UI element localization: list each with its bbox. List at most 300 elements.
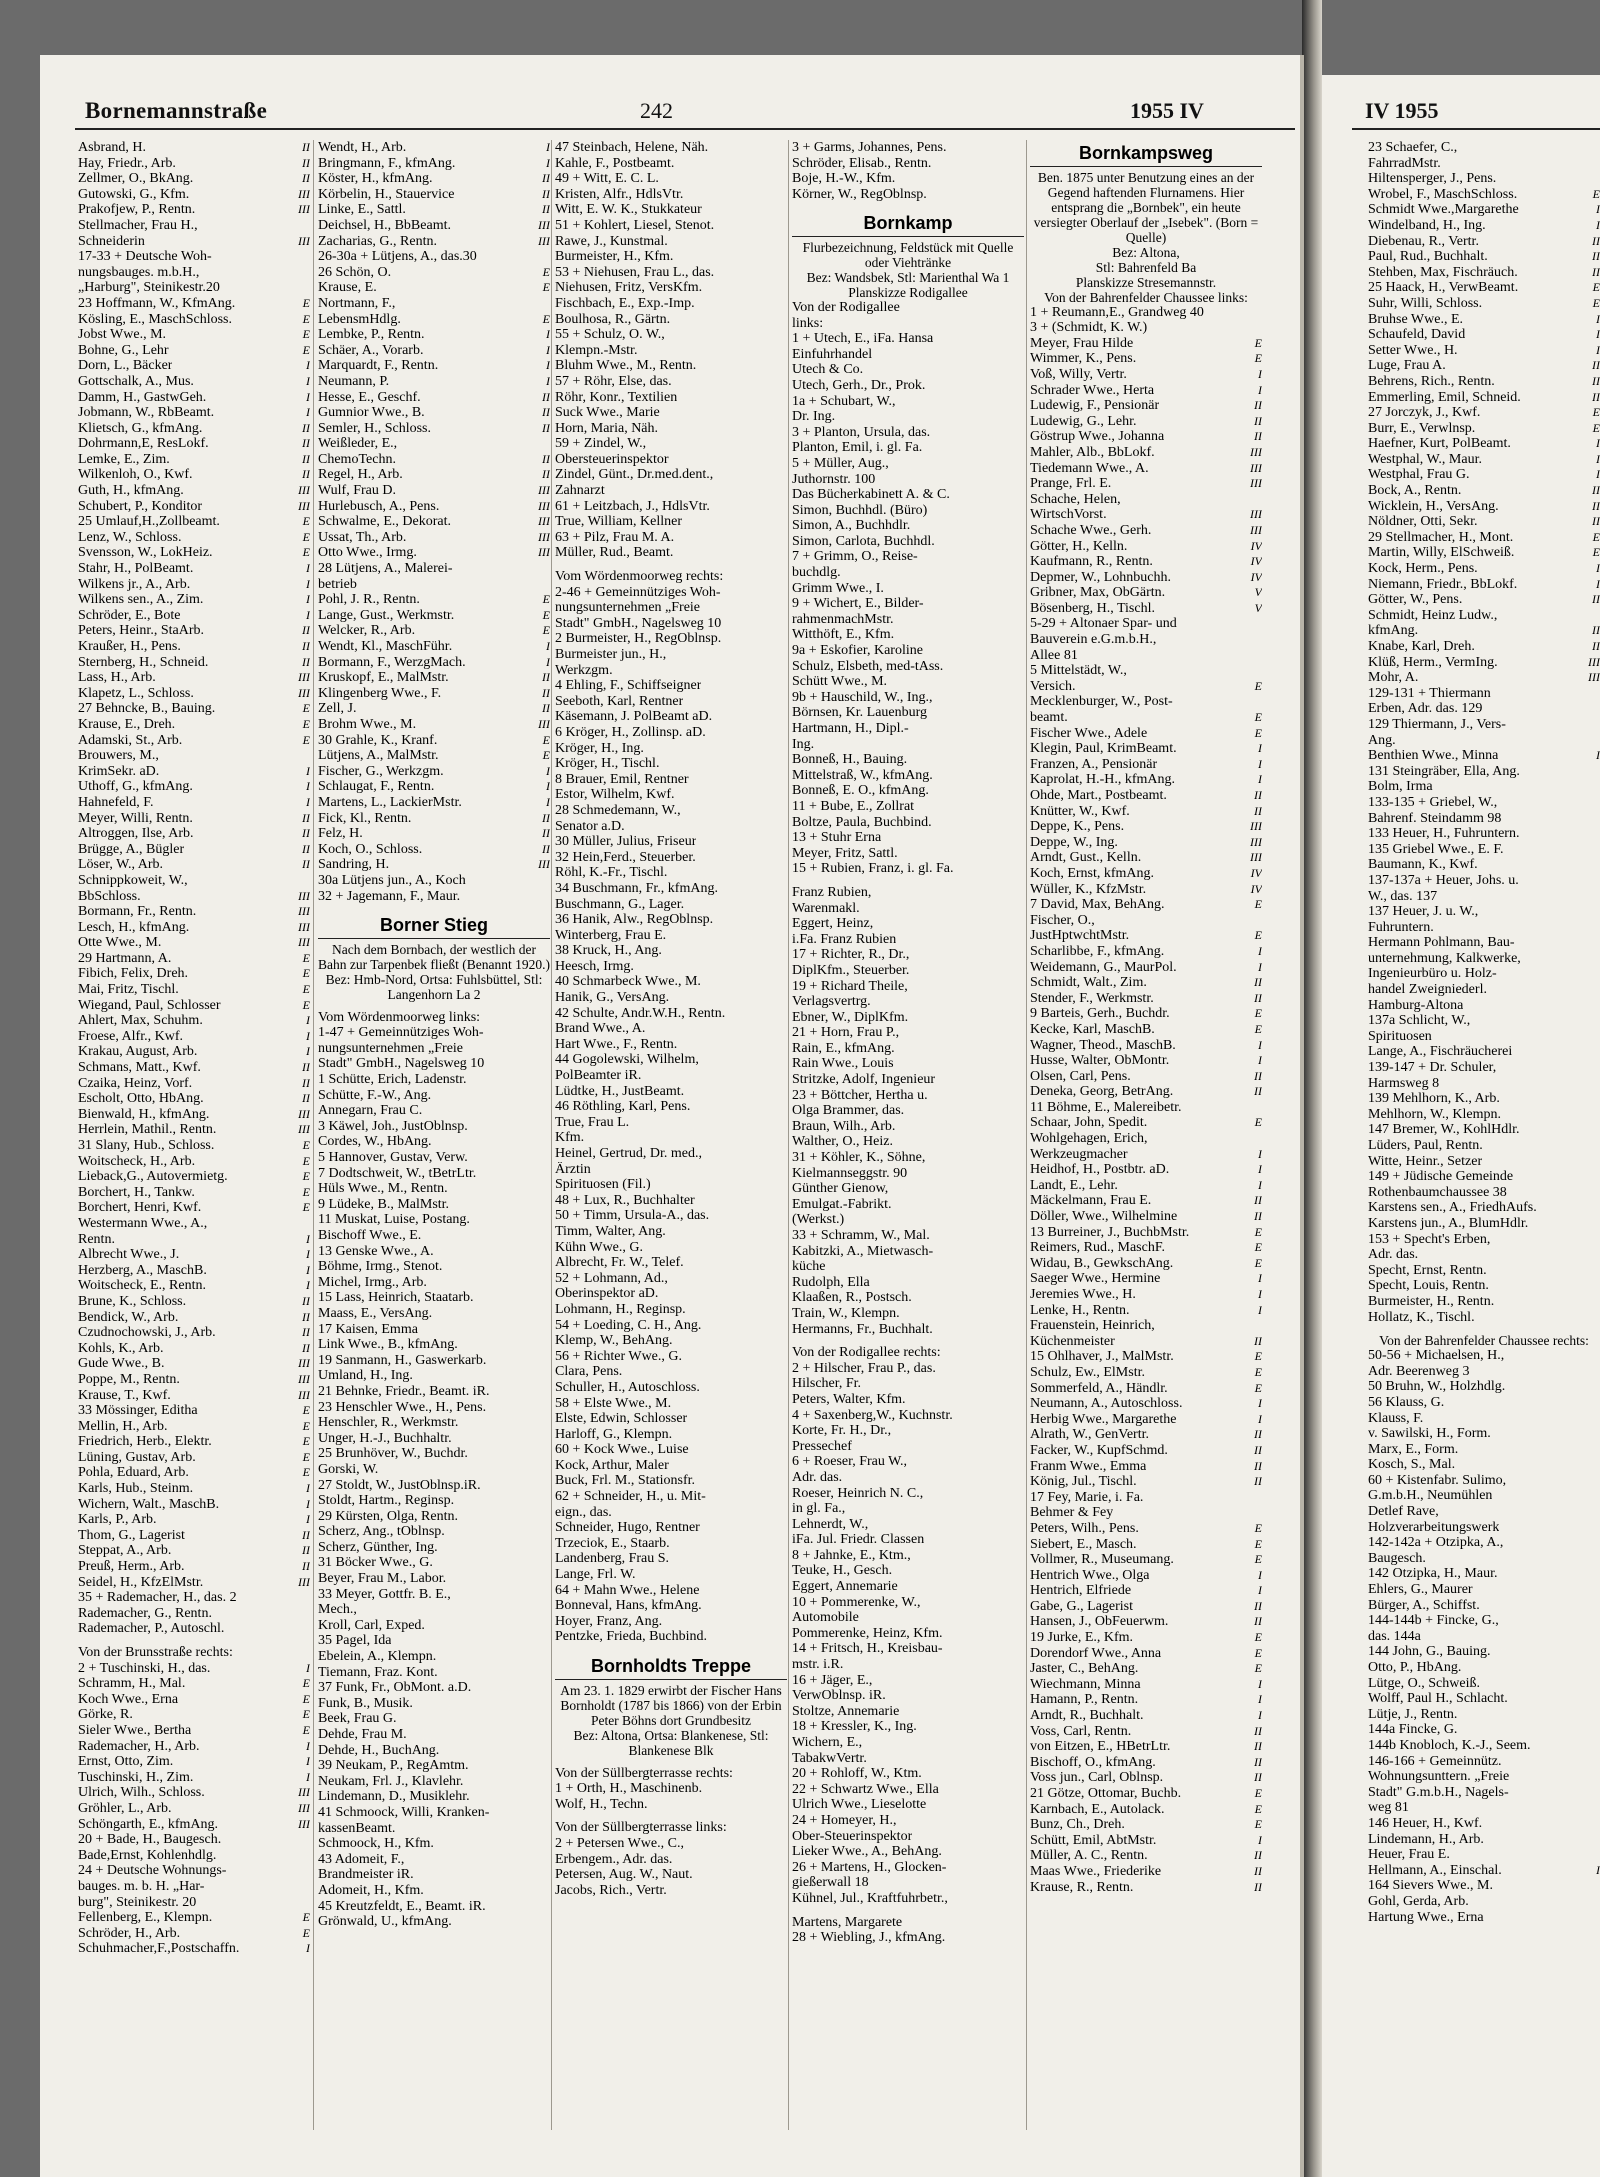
floor-marker: E [302, 1200, 310, 1215]
directory-entry [792, 963, 1024, 979]
directory-entry [555, 663, 787, 679]
resident-text: Fischer Wwe., Adele [1030, 725, 1148, 741]
directory-entry [318, 1524, 550, 1540]
resident-text: Warenmakl. [792, 900, 860, 916]
directory-entry [1368, 904, 1600, 920]
floor-marker: III [1250, 444, 1262, 459]
directory-entry [1030, 383, 1262, 399]
directory-entry [555, 1505, 787, 1521]
directory-entry [1368, 1629, 1600, 1645]
floor-marker: II [302, 420, 310, 435]
floor-marker: II [302, 841, 310, 856]
directory-entry [1030, 726, 1262, 742]
directory-entry [78, 312, 310, 328]
resident-text: Burmeister, H., Kfm. [555, 249, 674, 265]
resident-text: Annegarn, Frau C. [318, 1103, 423, 1119]
resident-text: Sieler Wwe., Bertha [78, 1722, 192, 1738]
resident-text: weg 81 [1368, 1800, 1409, 1816]
resident-text: Erben, Adr. das. 129 [1368, 701, 1483, 717]
resident-text: 29 Stellmacher, H., Mont. [1368, 529, 1514, 545]
resident-text: Gröhler, L., Arb. [78, 1800, 172, 1816]
directory-entry [78, 327, 310, 343]
resident-text: 11 Muskat, Luise, Postang. [318, 1212, 470, 1228]
resident-text: 2 + Tuschinski, H., das. [78, 1660, 211, 1676]
directory-entry [1368, 561, 1600, 577]
resident-text: Kaprolat, H.-H., kfmAng. [1030, 772, 1176, 788]
directory-entry [1368, 577, 1600, 593]
directory-entry [78, 156, 310, 172]
floor-marker: I [1258, 382, 1262, 397]
directory-entry [1368, 1644, 1600, 1660]
directory-entry [1030, 1271, 1262, 1287]
directory-entry [792, 1844, 1024, 1860]
directory-entry [78, 592, 310, 608]
directory-entry [318, 1072, 550, 1088]
directory-entry [1030, 1677, 1262, 1693]
resident-text: Hartung Wwe., Erna [1368, 1909, 1484, 1925]
resident-text: 137 Heuer, J. u. W., [1368, 904, 1479, 920]
resident-text: Peters, Walter, Kfm. [792, 1391, 906, 1407]
directory-entry [1030, 1583, 1262, 1599]
floor-marker: I [306, 1941, 310, 1956]
directory-entry [555, 280, 787, 296]
resident-text: 30a Lütjens jun., A., Koch [318, 872, 466, 888]
directory-entry [1368, 1551, 1600, 1567]
directory-entry [792, 659, 1024, 675]
directory-entry [555, 156, 787, 172]
directory-entry [1368, 1060, 1600, 1076]
spacer [78, 1637, 310, 1645]
floor-marker: III [298, 202, 310, 217]
directory-entry [1030, 570, 1262, 586]
directory-entry [1368, 1044, 1600, 1060]
resident-text: 63 + Pilz, Frau M. A. [555, 529, 675, 545]
floor-marker: III [298, 1356, 310, 1371]
directory-entry [555, 171, 787, 187]
directory-entry [78, 998, 310, 1014]
resident-text: Escholt, Otto, HbAng. [78, 1091, 204, 1107]
directory-entry [1030, 554, 1262, 570]
resident-text: 23 + Böttcher, Hertha u. [792, 1087, 928, 1103]
directory-entry [318, 811, 550, 827]
directory-entry [318, 545, 550, 561]
resident-text: Wendt, H., Arb. [318, 140, 407, 155]
resident-text: Ang. [1368, 732, 1396, 748]
resident-text: Siebert, E., Masch. [1030, 1536, 1137, 1552]
floor-marker: I [546, 155, 550, 170]
resident-text: Dorn, L., Bäcker [78, 358, 173, 374]
resident-text: Von der Rodigallee rechts: [792, 1345, 941, 1361]
directory-entry [318, 483, 550, 499]
directory-entry [792, 830, 1024, 846]
directory-entry [318, 1478, 550, 1494]
directory-entry [1368, 1426, 1600, 1442]
directory-entry [1030, 1240, 1262, 1256]
resident-text: 3 + Planton, Ursula, das. [792, 424, 931, 440]
resident-text: Wohlgehagen, Erich, [1030, 1131, 1148, 1147]
resident-text: 26 Schön, O. [318, 264, 392, 280]
directory-entry [555, 545, 787, 561]
directory-entry [1368, 1598, 1600, 1614]
floor-marker: II [1592, 623, 1600, 638]
resident-text: Borchert, H., Tankw. [78, 1184, 195, 1200]
directory-entry [78, 374, 310, 390]
directory-entry [318, 873, 550, 889]
resident-text: Heidhof, H., Postbtr. aD. [1030, 1162, 1170, 1178]
resident-text: 21 Götze, Ottomar, Buchb. [1030, 1786, 1182, 1801]
resident-text: Wagner, Theod., MaschB. [1030, 1037, 1176, 1053]
directory-entry [555, 436, 787, 452]
resident-text: Adr. das. [792, 1469, 843, 1485]
resident-text: Köster, H., kfmAng. [318, 171, 433, 187]
directory-entry [78, 1278, 310, 1294]
floor-marker: II [1254, 1879, 1262, 1894]
floor-marker: I [546, 779, 550, 794]
resident-text: Woitscheck, E., Rentn. [78, 1278, 206, 1294]
floor-marker: E [302, 514, 310, 529]
resident-text: Kielmannseggstr. 90 [792, 1165, 908, 1181]
resident-text: Gribner, Max, ObGärtn. [1030, 585, 1166, 601]
directory-entry [792, 783, 1024, 799]
floor-marker: E [302, 716, 310, 731]
directory-entry [792, 1119, 1024, 1135]
directory-entry [78, 982, 310, 998]
floor-marker: E [302, 950, 310, 965]
resident-text: Lohmann, H., Reginsp. [555, 1301, 686, 1317]
directory-entry [1368, 483, 1600, 499]
resident-text: Stoldt, Hartm., Reginsp. [318, 1493, 455, 1509]
resident-text: kfmAng. [1368, 623, 1419, 639]
floor-marker: II [302, 1559, 310, 1574]
resident-text: Göstrup Wwe., Johanna [1030, 429, 1165, 445]
resident-text: Hilscher, Fr. [792, 1376, 862, 1392]
resident-text: Dorendorf Wwe., Anna [1030, 1645, 1162, 1661]
resident-text: Bormann, Fr., Rentn. [78, 904, 197, 920]
spacer [792, 877, 1024, 885]
resident-text: küche [792, 1259, 826, 1275]
resident-text: Schröder, Elisab., Rentn. [792, 155, 932, 171]
resident-text: Altroggen, Ilse, Arb. [78, 826, 194, 842]
floor-marker: E [542, 623, 550, 638]
resident-text: Zahnarzt [555, 483, 605, 499]
directory-entry [1030, 1053, 1262, 1069]
floor-marker: E [1254, 1817, 1262, 1832]
resident-text: 137a Schlicht, W., [1368, 1013, 1471, 1029]
directory-entry [318, 1415, 550, 1431]
resident-text: Lenke, H., Rentn. [1030, 1302, 1130, 1318]
resident-text: 26 + Martens, H., Glocken- [792, 1859, 947, 1875]
directory-entry [1030, 1724, 1262, 1740]
floor-marker: III [538, 514, 550, 529]
resident-text: Woitscheck, H., Arb. [78, 1153, 196, 1169]
directory-entry [318, 1602, 550, 1618]
floor-marker: E [1254, 1021, 1262, 1036]
resident-text: 139-147 + Dr. Schuler, [1368, 1060, 1497, 1076]
resident-text: Klapetz, L., Schloss. [78, 685, 194, 701]
resident-text: Zindel, Günt., Dr.med.dent., [555, 467, 714, 483]
floor-marker: E [1254, 928, 1262, 943]
floor-marker: E [302, 529, 310, 544]
directory-entry [318, 748, 550, 764]
resident-text: 15 Ohlhaver, J., MalMstr. [1030, 1349, 1174, 1365]
floor-marker: II [302, 155, 310, 170]
directory-entry [78, 483, 310, 499]
floor-marker: III [1588, 654, 1600, 669]
directory-entry [1030, 507, 1262, 523]
resident-text: 37 Funk, Fr., ObMont. a.D. [318, 1680, 472, 1696]
floor-marker: II [1254, 788, 1262, 802]
directory-entry [1368, 202, 1600, 218]
directory-entry [318, 327, 550, 343]
resident-text: Schuller, H., Autoschloss. [555, 1379, 700, 1395]
floor-marker: E [1254, 1801, 1262, 1816]
floor-marker: I [1258, 1832, 1262, 1847]
resident-text: Schache Wwe., Gerh. [1030, 522, 1152, 538]
directory-entry [555, 405, 787, 421]
directory-entry [555, 1614, 787, 1630]
directory-entry [78, 1029, 310, 1045]
directory-entry [792, 947, 1024, 963]
directory-entry [78, 1154, 310, 1170]
directory-entry [1368, 623, 1600, 639]
directory-entry [78, 577, 310, 593]
resident-text: Olga Brammer, das. [792, 1103, 905, 1119]
directory-entry [792, 1860, 1024, 1876]
directory-entry [1368, 951, 1600, 967]
directory-entry [1368, 171, 1600, 187]
resident-text: 15 Lass, Heinrich, Staatarb. [318, 1290, 474, 1306]
directory-entry [792, 1439, 1024, 1455]
resident-text: 5 + Müller, Aug., [792, 455, 889, 471]
directory-entry [792, 1166, 1024, 1182]
directory-entry [792, 1345, 1024, 1361]
directory-entry [555, 616, 787, 632]
directory-entry [1030, 648, 1262, 664]
floor-marker: E [1254, 1380, 1262, 1395]
resident-text: Schütte, F.-W., Ang. [318, 1087, 432, 1103]
resident-text: (Werkst.) [792, 1212, 845, 1228]
resident-text: Adomeit, H., Kfm. [318, 1882, 424, 1898]
directory-entry [1368, 592, 1600, 608]
directory-entry [318, 655, 550, 671]
resident-text: Widau, B., GewkschAng. [1030, 1255, 1174, 1271]
resident-text: 24 + Deutsche Wohnungs- [78, 1863, 227, 1879]
floor-marker: I [306, 779, 310, 794]
directory-entry [792, 1751, 1024, 1767]
resident-text: 7 + Grimm, O., Reise- [792, 549, 918, 565]
resident-text: 39 Neukam, P., RegAmtm. [318, 1758, 469, 1774]
directory-entry [318, 1665, 550, 1681]
floor-marker: I [306, 1496, 310, 1511]
resident-text: Lass, H., Arb. [78, 670, 156, 686]
resident-text: Wilkenloh, O., Kwf. [78, 467, 193, 483]
directory-entry [78, 1863, 310, 1879]
floor-marker: E [302, 1169, 310, 1184]
resident-text: Prange, Frl. E. [1030, 476, 1112, 492]
floor-marker: E [1254, 1630, 1262, 1645]
directory-entry [78, 1434, 310, 1450]
directory-entry [78, 873, 310, 889]
directory-entry [792, 1532, 1024, 1548]
resident-text: Grimm Wwe., I. [792, 580, 884, 596]
directory-entry [792, 1010, 1024, 1026]
floor-marker: E [1254, 1520, 1262, 1535]
street-description: Am 23. 1. 1829 erwirbt der Fischer Hans Bornholdt (1787 bis 1866) von der Erbin Peter Böhns dort Grundbesitz [560, 1682, 782, 1728]
resident-text: Ernst, Otto, Zim. [78, 1754, 174, 1770]
resident-text: Bohne, G., Lehr [78, 342, 169, 358]
column-divider [788, 140, 789, 2130]
directory-entry [1368, 842, 1600, 858]
resident-text: 5-29 + Altonaer Spar- und [1030, 616, 1177, 632]
directory-entry [792, 1197, 1024, 1213]
resident-text: gießerwall 18 [792, 1875, 869, 1891]
resident-text: Juthornstr. 100 [792, 471, 876, 487]
resident-text: Lange, Frl. W. [555, 1567, 636, 1583]
directory-entry [792, 1610, 1024, 1626]
directory-entry [1030, 1537, 1262, 1553]
floor-marker: E [302, 1676, 310, 1691]
floor-marker: III [298, 919, 310, 934]
resident-text: Lütge, O., Schweiß. [1368, 1675, 1480, 1691]
directory-entry [792, 1517, 1024, 1533]
directory-entry [555, 530, 787, 546]
floor-marker: E [1254, 710, 1262, 725]
floor-marker: V [1254, 600, 1262, 615]
directory-entry [78, 1848, 310, 1864]
resident-text: Train, W., Klempn. [792, 1305, 900, 1321]
floor-marker: III [538, 498, 550, 513]
resident-text: Depmer, W., Lohnbuchh. [1030, 569, 1171, 585]
directory-entry [78, 249, 310, 265]
column-divider [1026, 140, 1027, 2130]
spacer [318, 904, 550, 912]
resident-text: Burmeister, H., Rentn. [1368, 1293, 1495, 1309]
resident-text: Mellin, H., Arb. [78, 1418, 168, 1434]
directory-entry [792, 1150, 1024, 1166]
directory-entry [1368, 1185, 1600, 1201]
directory-entry [792, 979, 1024, 995]
resident-text: 9b + Hauschild, W., Ing., [792, 689, 933, 705]
directory-entry [78, 1645, 310, 1661]
resident-text: Boje, H.-W., Kfm. [792, 171, 896, 187]
resident-text: 51 + Kohlert, Liesel, Stenot. [555, 217, 715, 233]
resident-text: Eggert, Annemarie [792, 1579, 898, 1595]
resident-text: Hentrich, Elfriede [1030, 1583, 1132, 1599]
directory-entry [1030, 741, 1262, 757]
directory-entry [318, 1228, 550, 1244]
resident-text: Gumnior Wwe., B. [318, 405, 425, 421]
resident-text: Gorski, W. [318, 1461, 379, 1477]
resident-text: Zellmer, O., BkAng. [78, 171, 194, 187]
directory-entry [555, 1458, 787, 1474]
resident-text: 129 Thiermann, J., Vers- [1368, 716, 1506, 732]
directory-entry [78, 1232, 310, 1248]
resident-text: 56 + Richter Wwe., G. [555, 1348, 682, 1364]
resident-text: 2 + Petersen Wwe., C., [555, 1835, 684, 1851]
resident-text: Rothenbaumchaussee 38 [1368, 1184, 1507, 1200]
street-description: Bez: Altona, Ortsa: Blankenese, Stl: Blankenese Blk [573, 1727, 769, 1758]
directory-entry [318, 234, 550, 250]
directory-entry [318, 1883, 550, 1899]
resident-text: Ing. [792, 736, 815, 752]
resident-text: 1 + Orth, H., Maschinenb. [555, 1781, 703, 1797]
directory-entry [555, 202, 787, 218]
directory-entry [318, 218, 550, 234]
directory-entry [318, 1711, 550, 1727]
resident-text: 17 Fey, Marie, i. Fa. [1030, 1489, 1144, 1505]
resident-text: VerwOblnsp. iR. [792, 1688, 886, 1704]
resident-text: Martens, L., LackierMstr. [318, 794, 462, 810]
directory-entry [318, 1867, 550, 1883]
directory-entry [1030, 1459, 1262, 1475]
resident-text: 50-56 + Michaelsen, H., [1368, 1348, 1505, 1364]
resident-text: Haefner, Kurt, PolBeamt. [1368, 436, 1511, 452]
floor-marker: II [302, 1527, 310, 1542]
resident-text: Krause, E. [318, 280, 377, 296]
resident-text: Brandmeister iR. [318, 1867, 414, 1883]
directory-entry [792, 1392, 1024, 1408]
floor-marker: II [302, 1091, 310, 1106]
directory-entry [1030, 1614, 1262, 1630]
directory-entry [792, 140, 1024, 156]
resident-text: Ober-Steuerinspektor [792, 1828, 913, 1844]
resident-text: Rudolph, Ella [792, 1274, 870, 1290]
directory-entry [1368, 1910, 1600, 1926]
directory-entry [1030, 398, 1262, 414]
resident-text: 46 Röthling, Karl, Pens. [555, 1099, 691, 1115]
floor-marker: E [1592, 405, 1600, 420]
directory-entry [318, 1727, 550, 1743]
resident-text: Landenberg, Frau S. [555, 1551, 670, 1567]
directory-entry [1368, 1785, 1600, 1801]
resident-text: Allee 81 [1030, 647, 1078, 663]
directory-entry [78, 1497, 310, 1513]
resident-text: Götter, H., Kelln. [1030, 538, 1128, 554]
resident-text: 43 Adomeit, F., [318, 1851, 405, 1867]
resident-text: Teuke, H., Gesch. [792, 1563, 893, 1579]
resident-text: eign., das. [555, 1504, 612, 1520]
resident-text: Lieback,G., Autovermietg. [78, 1169, 228, 1185]
resident-text: 60 + Kock Wwe., Luise [555, 1442, 689, 1458]
directory-entry [555, 1473, 787, 1489]
resident-text: Preuß, Herm., Arb. [78, 1559, 185, 1575]
floor-marker: II [302, 436, 310, 451]
resident-text: Von der Brunsstraße rechts: [78, 1645, 233, 1660]
resident-text: Korte, Fr. H., Dr., [792, 1423, 892, 1439]
floor-marker: I [306, 1660, 310, 1675]
resident-text: Körner, W., RegOblnsp. [792, 186, 927, 202]
directory-entry [792, 1056, 1024, 1072]
resident-text: Kühn Wwe., G. [555, 1239, 644, 1255]
resident-text: Jaster, C., BehAng. [1030, 1661, 1139, 1677]
directory-entry [555, 850, 787, 866]
floor-marker: E [1254, 351, 1262, 366]
directory-entry [1368, 1169, 1600, 1185]
resident-text: Jobmann, W., RbBeamt. [78, 405, 215, 421]
resident-text: Meyer, Frau Hilde [1030, 335, 1134, 351]
directory-entry [792, 518, 1024, 534]
directory-entry [318, 1493, 550, 1509]
resident-text: BbSchloss. [78, 888, 141, 904]
resident-text: Krakau, August, Arb. [78, 1044, 198, 1060]
floor-marker: E [1254, 1661, 1262, 1676]
floor-marker: I [1258, 1676, 1262, 1691]
floor-marker: I [1258, 1177, 1262, 1192]
resident-text: 64 + Mahn Wwe., Helene [555, 1582, 700, 1598]
floor-marker: IV [1250, 554, 1262, 569]
resident-text: DiplKfm., Steuerber. [792, 962, 910, 978]
resident-text: 32 + Jagemann, F., Maur. [318, 888, 461, 904]
